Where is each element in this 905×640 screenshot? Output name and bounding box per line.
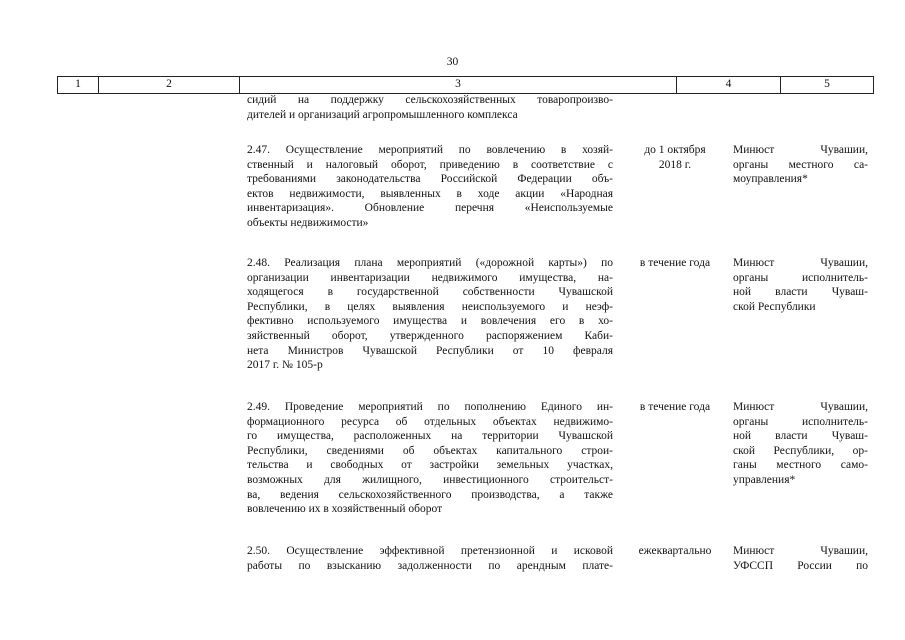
table-row-2-47-term — [625, 143, 725, 172]
text-line: формационного ресурса об отдельных объектах недвижимо- — [247, 415, 613, 428]
column-header-1: 1 — [57, 77, 99, 93]
executor-line: Минюст Чувашии, — [733, 545, 868, 557]
table-row-2-50-executors — [733, 544, 868, 573]
executor-line: моуправления* — [733, 173, 808, 186]
executor-line: ганы местного само- — [733, 459, 868, 472]
text-line: 2.48. Реализация плана мероприятий («дорожной карты») по — [247, 257, 613, 269]
table-row-continuation-text — [247, 93, 613, 122]
text-line: вовлечению их в хозяйственный оборот — [247, 503, 443, 516]
text-line: ва, ведения сельскохозяйственного производства, а также — [247, 488, 613, 501]
column-header-4: 4 — [677, 77, 781, 93]
text-line: фективно используемого имущества и вовлечения его в хо- — [247, 315, 613, 328]
text-line: 2.49. Проведение мероприятий по пополнению Единого ин- — [247, 401, 613, 413]
table-row-2-49-term — [625, 400, 725, 415]
executor-line: ной власти Чуваш- — [733, 286, 868, 299]
text-line: сидий на поддержку сельскохозяйственных товаропроизво- — [247, 94, 613, 106]
term-line: до 1 октября — [644, 144, 706, 156]
text-line: нета Министров Чувашской Республики от 10 февраля — [247, 344, 613, 357]
executor-line: ной власти Чуваш- — [733, 430, 868, 443]
term-line: ежеквартально — [638, 545, 712, 557]
text-line: 2.47. Осуществление мероприятий по вовлечению в хозяй- — [247, 144, 613, 156]
term-line: 2018 г. — [658, 158, 692, 171]
text-line: организации инвентаризации недвижимого имущества, на- — [247, 271, 613, 284]
table-row-2-50-term — [625, 544, 725, 559]
executor-line: управления* — [733, 473, 796, 486]
text-line: инвентаризация». Обновление перечня «Неиспользуемые — [247, 202, 613, 215]
text-line: работы по взысканию задолженности по арендным плате- — [247, 559, 613, 572]
column-header-2: 2 — [99, 77, 240, 93]
executor-line: УФССП России по — [733, 559, 868, 572]
executor-line: органы исполнитель- — [733, 271, 868, 284]
text-line: 2.50. Осуществление эффективной претензионной и исковой — [247, 545, 613, 557]
table-row-2-50-text — [247, 544, 613, 573]
table-row-2-47-text — [247, 143, 613, 231]
table-header-row — [57, 76, 874, 94]
text-line: Республики, в целях выявления неиспользуемого и неэф- — [247, 300, 613, 313]
term-line: в течение года — [639, 257, 711, 269]
executor-line: Минюст Чувашии, — [733, 257, 868, 269]
page-number: 30 — [446, 56, 459, 68]
text-line: Республики, сведениями об объектах капитального строи- — [247, 444, 613, 457]
column-header-5: 5 — [781, 77, 874, 93]
executor-line: Минюст Чувашии, — [733, 401, 868, 413]
executor-line: органы исполнитель- — [733, 415, 868, 428]
term-line: в течение года — [639, 401, 711, 413]
table-row-2-49-text — [247, 400, 613, 517]
executor-line: органы местного са- — [733, 158, 868, 171]
text-line: тельства и свободных от застройки земельных участках, — [247, 459, 613, 472]
executor-line: Минюст Чувашии, — [733, 144, 868, 156]
executor-line: ской Республики — [733, 300, 816, 313]
text-line: дителей и организаций агропромышленного комплекса — [247, 108, 518, 121]
text-line: го имущества, расположенных на территории Чувашской — [247, 430, 613, 443]
text-line: зяйственный оборот, утвержденного распоряжением Каби- — [247, 329, 613, 342]
text-line: объекты недвижимости» — [247, 216, 369, 229]
text-line: 2017 г. № 105-р — [247, 359, 323, 372]
text-line: ственный и налоговый оборот, приведению в соответствие с — [247, 158, 613, 171]
text-line: ектов недвижимости, выявленных в ходе акции «Народная — [247, 187, 613, 200]
text-line: требованиями законодательства Российской Федерации объ- — [247, 173, 613, 186]
column-header-3: 3 — [240, 77, 677, 93]
text-line: ходящегося в государственной собственности Чувашской — [247, 286, 613, 299]
table-row-2-48-executors — [733, 256, 868, 314]
table-row-2-47-executors — [733, 143, 868, 187]
executor-line: ской Республики, ор- — [733, 444, 868, 457]
text-line: возможных для жилищного, инвестиционного строительст- — [247, 473, 613, 486]
table-row-2-48-text — [247, 256, 613, 373]
table-row-2-49-executors — [733, 400, 868, 488]
table-row-2-48-term — [625, 256, 725, 271]
